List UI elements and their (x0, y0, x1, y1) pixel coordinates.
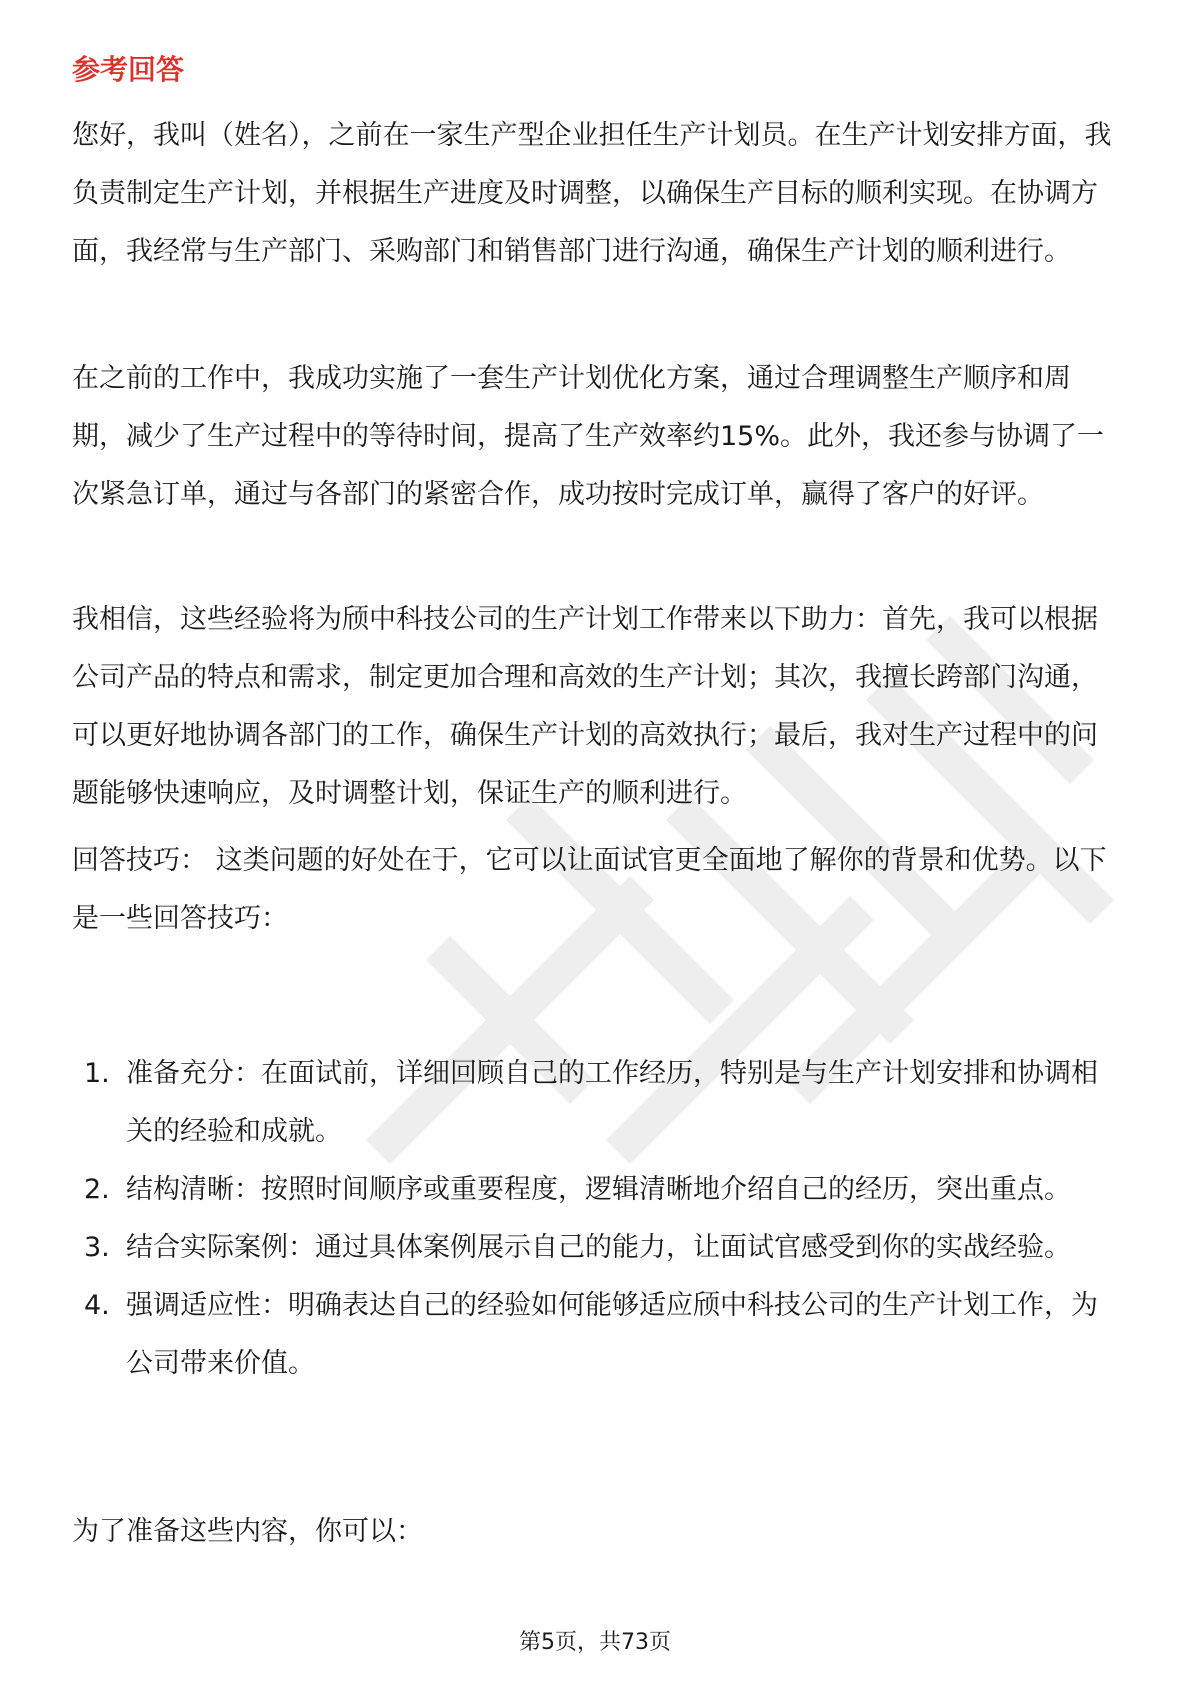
list-item (72, 1219, 1122, 1277)
list-item-number: 2. (84, 1174, 110, 1205)
achievement-paragraph: 在之前的工作中，我成功实施了一套生产计划优化方案，通过合理调整生产顺序和周期，减少了生产过程中的等待时间，提高了生产效率约15%。此外，我还参与协调了一次紧急订单，通过与各部门的紧密合作，成功按时完成订单，赢得了客户的好评。 (72, 363, 1105, 510)
list-item-text: 结合实际案例：通过具体案例展示自己的能力，让面试官感受到你的实战经验。 (126, 1232, 1071, 1263)
list-item-text: 强调适应性：明确表达自己的经验如何能够适应颀中科技公司的生产计划工作，为公司带来价值。 (126, 1290, 1098, 1379)
list-item-number: 4. (84, 1290, 110, 1321)
list-item-text: 结构清晰：按照时间顺序或重要程度，逻辑清晰地介绍自己的经历，突出重点。 (126, 1174, 1071, 1205)
list-item (72, 1277, 1122, 1393)
section-heading: 参考回答 (72, 53, 185, 86)
contribution-paragraph: 我相信，这些经验将为颀中科技公司的生产计划工作带来以下助力：首先，我可以根据公司产品的特点和需求，制定更加合理和高效的生产计划；其次，我擅长跨部门沟通，可以更好地协调各部门的工作，确保生产计划的高效执行；最后，我对生产过程中的问题能够快速响应，及时调整计划，保证生产的顺利进行。 (72, 604, 1098, 809)
closing-paragraph: 为了准备这些内容，你可以： (72, 1516, 423, 1547)
list-item-number: 1. (84, 1058, 110, 1089)
tips-intro-paragraph: 回答技巧： 这类问题的好处在于，它可以让面试官更全面地了解你的背景和优势。以下是一些回答技巧： (72, 845, 1107, 934)
list-item (72, 1045, 1122, 1161)
list-item (72, 1161, 1122, 1219)
intro-paragraph: 您好，我叫（姓名），之前在一家生产型企业担任生产计划员。在生产计划安排方面，我负责制定生产计划，并根据生产进度及时调整，以确保生产目标的顺利实现。在协调方面，我经常与生产部门、采购部门和销售部门进行沟通，确保生产计划的顺利进行。 (72, 120, 1112, 267)
page-number: 第5页，共73页 (519, 1630, 671, 1655)
tips-list (72, 1045, 1122, 1393)
list-item-number: 3. (84, 1232, 110, 1263)
list-item-text: 准备充分：在面试前，详细回顾自己的工作经历，特别是与生产计划安排和协调相关的经验和成就。 (126, 1058, 1098, 1147)
